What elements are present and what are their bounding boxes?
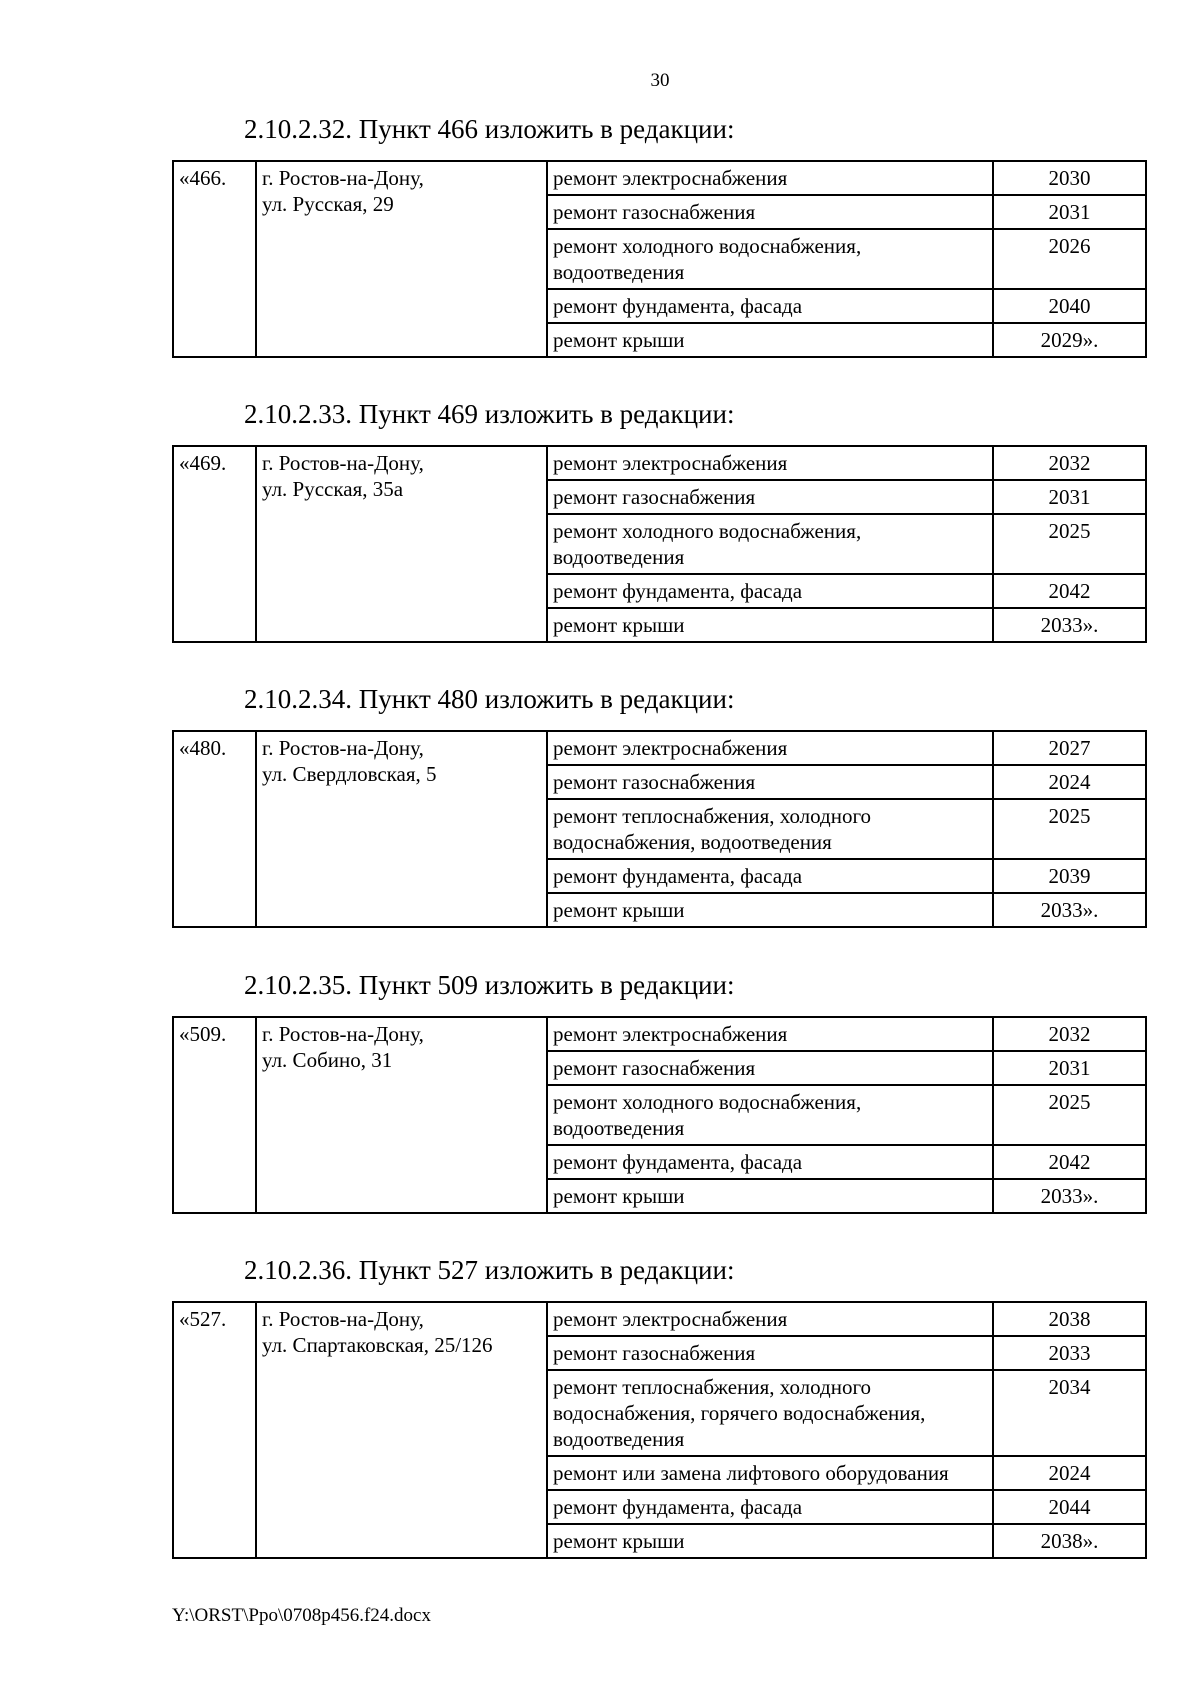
work-type: ремонт газоснабжения xyxy=(547,1051,993,1085)
work-year: 2027 xyxy=(993,731,1146,765)
section-item-527 xyxy=(172,1253,1147,1559)
work-year: 2033». xyxy=(993,608,1146,642)
item-table xyxy=(172,1301,1147,1559)
work-year: 2034 xyxy=(993,1370,1146,1456)
work-year: 2033». xyxy=(993,1179,1146,1213)
work-year: 2031 xyxy=(993,480,1146,514)
work-year: 2030 xyxy=(993,161,1146,195)
work-type: ремонт газоснабжения xyxy=(547,195,993,229)
work-year: 2038». xyxy=(993,1524,1146,1558)
work-type: ремонт теплоснабжения, холодного водоснабжения, горячего водоснабжения, водоотведения xyxy=(547,1370,993,1456)
work-year: 2031 xyxy=(993,1051,1146,1085)
work-type: ремонт холодного водоснабжения, водоотведения xyxy=(547,514,993,574)
item-table xyxy=(172,1016,1147,1214)
work-year: 2025 xyxy=(993,514,1146,574)
work-type: ремонт крыши xyxy=(547,1179,993,1213)
address-street: ул. Русская, 29 xyxy=(262,192,394,216)
item-number: «469. xyxy=(173,446,256,642)
work-year: 2032 xyxy=(993,1017,1146,1051)
item-address xyxy=(256,161,547,357)
work-year: 2024 xyxy=(993,765,1146,799)
work-type: ремонт электроснабжения xyxy=(547,731,993,765)
work-year: 2032 xyxy=(993,446,1146,480)
work-type: ремонт газоснабжения xyxy=(547,480,993,514)
work-year: 2042 xyxy=(993,574,1146,608)
table-row xyxy=(173,731,1146,765)
address-city: г. Ростов-на-Дону, xyxy=(262,166,424,190)
work-year: 2033 xyxy=(993,1336,1146,1370)
section-item-509 xyxy=(172,968,1147,1214)
work-year: 2031 xyxy=(993,195,1146,229)
section-item-469 xyxy=(172,397,1147,643)
address-street: ул. Русская, 35а xyxy=(262,477,404,501)
work-type: ремонт крыши xyxy=(547,323,993,357)
work-type: ремонт электроснабжения xyxy=(547,1302,993,1336)
work-type: ремонт газоснабжения xyxy=(547,765,993,799)
work-type: ремонт фундамента, фасада xyxy=(547,1490,993,1524)
address-city: г. Ростов-на-Дону, xyxy=(262,1307,424,1331)
work-type: ремонт крыши xyxy=(547,1524,993,1558)
work-type: ремонт газоснабжения xyxy=(547,1336,993,1370)
item-address xyxy=(256,1017,547,1213)
table-row xyxy=(173,446,1146,480)
work-type: ремонт крыши xyxy=(547,893,993,927)
work-type: ремонт электроснабжения xyxy=(547,161,993,195)
work-year: 2024 xyxy=(993,1456,1146,1490)
work-type: ремонт холодного водоснабжения, водоотведения xyxy=(547,229,993,289)
work-year: 2029». xyxy=(993,323,1146,357)
item-address xyxy=(256,446,547,642)
section-heading: 2.10.2.36. Пункт 527 изложить в редакции: xyxy=(244,1255,735,1285)
work-type: ремонт фундамента, фасада xyxy=(547,1145,993,1179)
work-type: ремонт фундамента, фасада xyxy=(547,574,993,608)
section-heading: 2.10.2.35. Пункт 509 изложить в редакции: xyxy=(244,970,735,1000)
work-year: 2044 xyxy=(993,1490,1146,1524)
work-type: ремонт холодного водоснабжения, водоотведения xyxy=(547,1085,993,1145)
section-item-480 xyxy=(172,682,1147,928)
address-street: ул. Свердловская, 5 xyxy=(262,762,437,786)
item-table xyxy=(172,160,1147,358)
item-address xyxy=(256,731,547,927)
work-type: ремонт электроснабжения xyxy=(547,1017,993,1051)
work-type: ремонт электроснабжения xyxy=(547,446,993,480)
address-city: г. Ростов-на-Дону, xyxy=(262,736,424,760)
section-item-466 xyxy=(172,112,1147,358)
work-type: ремонт фундамента, фасада xyxy=(547,289,993,323)
address-city: г. Ростов-на-Дону, xyxy=(262,451,424,475)
work-type: ремонт теплоснабжения, холодного водоснабжения, водоотведения xyxy=(547,799,993,859)
item-number: «527. xyxy=(173,1302,256,1558)
address-street: ул. Собино, 31 xyxy=(262,1048,393,1072)
table-row xyxy=(173,1017,1146,1051)
work-year: 2033». xyxy=(993,893,1146,927)
section-heading: 2.10.2.34. Пункт 480 изложить в редакции: xyxy=(244,684,735,714)
section-heading: 2.10.2.32. Пункт 466 изложить в редакции: xyxy=(244,114,735,144)
item-address xyxy=(256,1302,547,1558)
item-table xyxy=(172,445,1147,643)
section-heading: 2.10.2.33. Пункт 469 изложить в редакции: xyxy=(244,399,735,429)
work-year: 2039 xyxy=(993,859,1146,893)
work-year: 2025 xyxy=(993,799,1146,859)
work-year: 2025 xyxy=(993,1085,1146,1145)
work-type: ремонт крыши xyxy=(547,608,993,642)
address-city: г. Ростов-на-Дону, xyxy=(262,1022,424,1046)
work-year: 2026 xyxy=(993,229,1146,289)
item-number: «480. xyxy=(173,731,256,927)
item-number: «466. xyxy=(173,161,256,357)
work-year: 2042 xyxy=(993,1145,1146,1179)
work-year: 2038 xyxy=(993,1302,1146,1336)
work-type: ремонт фундамента, фасада xyxy=(547,859,993,893)
item-table xyxy=(172,730,1147,928)
work-type: ремонт или замена лифтового оборудования xyxy=(547,1456,993,1490)
footer-file-path: Y:\ORST\Ppo\0708p456.f24.docx xyxy=(172,1605,431,1626)
work-year: 2040 xyxy=(993,289,1146,323)
item-number: «509. xyxy=(173,1017,256,1213)
table-row xyxy=(173,1302,1146,1336)
address-street: ул. Спартаковская, 25/126 xyxy=(262,1333,493,1357)
page-number: 30 xyxy=(650,70,670,91)
table-row xyxy=(173,161,1146,195)
